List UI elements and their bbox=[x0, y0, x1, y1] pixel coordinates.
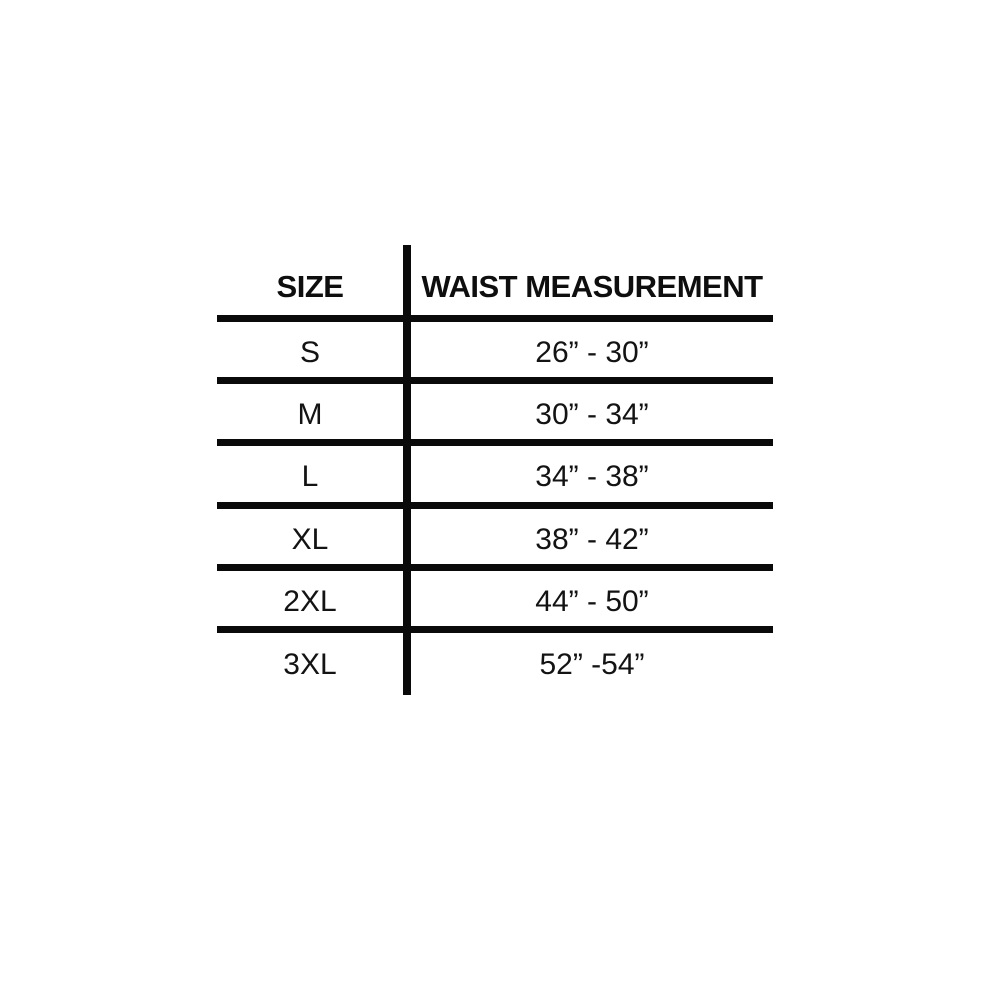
row-divider bbox=[217, 377, 773, 384]
size-cell: S bbox=[299, 336, 320, 369]
table-row bbox=[217, 509, 773, 571]
row-divider bbox=[217, 315, 773, 322]
size-cell: XL bbox=[291, 523, 329, 556]
size-cell: 3XL bbox=[283, 648, 337, 681]
table-row bbox=[217, 634, 773, 696]
size-cell: M bbox=[297, 398, 323, 431]
row-divider bbox=[217, 626, 773, 633]
row-divider bbox=[217, 502, 773, 509]
table-row bbox=[217, 384, 773, 446]
waist-cell: 38” - 42” bbox=[535, 523, 649, 556]
row-divider bbox=[217, 439, 773, 446]
waist-cell: 26” - 30” bbox=[535, 336, 649, 369]
waist-column-header: WAIST MEASUREMENT bbox=[421, 269, 763, 304]
size-cell: 2XL bbox=[283, 585, 337, 618]
size-chart-table bbox=[217, 245, 773, 695]
table-row bbox=[217, 446, 773, 508]
header-row bbox=[217, 256, 773, 318]
waist-cell: 34” - 38” bbox=[535, 460, 649, 493]
waist-cell: 52” -54” bbox=[539, 648, 645, 681]
waist-cell: 30” - 34” bbox=[535, 398, 649, 431]
size-cell: L bbox=[301, 460, 319, 493]
waist-cell: 44” - 50” bbox=[535, 585, 649, 618]
row-divider bbox=[217, 564, 773, 571]
table-row bbox=[217, 322, 773, 384]
size-column-header: SIZE bbox=[276, 269, 344, 304]
table-row bbox=[217, 571, 773, 633]
